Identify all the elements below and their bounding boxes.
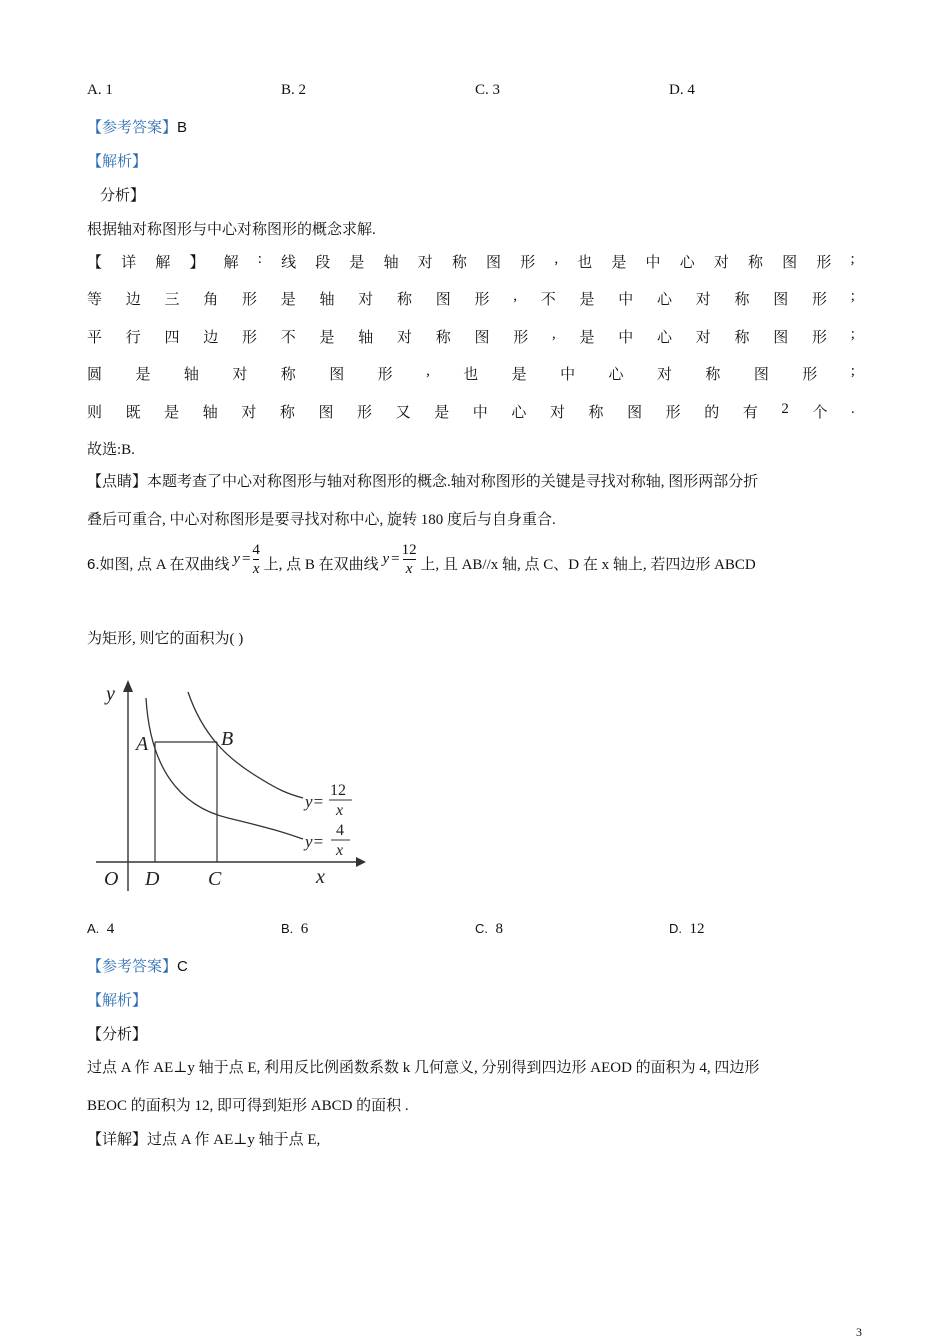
- x-axis-arrow-icon: [356, 857, 366, 867]
- detail-char: 图: [773, 330, 789, 346]
- detail-char: 图: [486, 255, 502, 271]
- detail-char: 中: [618, 292, 634, 308]
- detail-char: 也: [463, 367, 479, 383]
- label-curve12-den: x: [336, 802, 344, 819]
- detail-char: 不: [540, 292, 556, 308]
- detail-char: 中: [472, 405, 488, 421]
- q6-detail: 【详解】过点 A 作 AE⊥y 轴于点 E,: [87, 1132, 321, 1148]
- detail-char: 心: [656, 292, 672, 308]
- detail-char: 既: [125, 405, 141, 421]
- q5-answer: B: [177, 119, 188, 136]
- label-o: O: [104, 868, 119, 890]
- q6-answer-label: 【参考答案】: [87, 959, 178, 975]
- q6-text-a: 如图, 点 A 在双曲线: [99, 557, 230, 573]
- label-curve12-num: 12: [330, 782, 346, 799]
- q6-option-c: C. 8: [475, 921, 503, 937]
- detail-char: 形: [242, 330, 258, 346]
- curve-12-over-x: [188, 692, 303, 798]
- detail-char: ,: [426, 363, 430, 379]
- detail-char: 形: [474, 292, 490, 308]
- detail-char: 图: [329, 367, 345, 383]
- label-x-axis: x: [316, 866, 325, 888]
- detail-char: 图: [627, 405, 643, 421]
- detail-char: 也: [577, 255, 593, 271]
- detail-char: 是: [579, 330, 595, 346]
- q5-detail-line-3: [87, 326, 855, 347]
- detail-char: 是: [280, 292, 296, 308]
- q5-answer-line: [87, 116, 187, 137]
- q5-fenxi: 分析】: [100, 188, 146, 204]
- y-axis-arrow-icon: [123, 680, 133, 692]
- detail-char: 圆: [87, 367, 103, 383]
- q6-option-b: B. 6: [281, 921, 309, 937]
- detail-char: 是: [349, 255, 365, 271]
- detail-char: 称: [748, 255, 764, 271]
- detail-char: 详: [121, 255, 137, 271]
- detail-char: :: [257, 251, 262, 267]
- q6-eq2-y: y: [382, 550, 390, 567]
- q5-fenxi-text: 根据轴对称图形与中心对称图形的概念求解.: [87, 222, 376, 238]
- detail-char: 对: [397, 330, 413, 346]
- detail-char: 对: [358, 292, 374, 308]
- detail-char: 心: [679, 255, 695, 271]
- detail-char: 解: [155, 255, 171, 271]
- label-curve12-y: y=: [305, 792, 325, 811]
- detail-char: 心: [511, 405, 527, 421]
- q6-eq1-den: x: [252, 561, 260, 578]
- detail-char: 轴: [358, 330, 374, 346]
- detail-char: 形: [377, 367, 393, 383]
- q6-fenxi-1: 过点 A 作 AE⊥y 轴于点 E, 利用反比例函数系数 k 几何意义, 分别得到四边形 AEOD 的面积为 4, 四边形: [87, 1060, 760, 1076]
- detail-char: 对: [232, 367, 248, 383]
- detail-char: 称: [279, 405, 295, 421]
- detail-char: 对: [417, 255, 433, 271]
- detail-char: 对: [713, 255, 729, 271]
- detail-char: 心: [608, 367, 624, 383]
- detail-char: 称: [588, 405, 604, 421]
- q5-option-b: B. 2: [281, 82, 307, 98]
- q6-eq2-equals: =: [391, 550, 400, 567]
- q6-eq1-num: 4: [252, 542, 260, 559]
- detail-char: 形: [802, 367, 818, 383]
- detail-char: 称: [451, 255, 467, 271]
- detail-char: 段: [315, 255, 331, 271]
- detail-char: ,: [552, 326, 556, 342]
- detail-char: 边: [125, 292, 141, 308]
- detail-char: 平: [87, 330, 103, 346]
- q6-eq1-equals: =: [241, 550, 251, 567]
- detail-char: .: [851, 401, 855, 417]
- q6-stem: [87, 543, 756, 587]
- curve-4-over-x: [146, 698, 303, 839]
- detail-char: 三: [164, 292, 180, 308]
- q6-answer-line: [87, 955, 188, 976]
- q6-eq2-den: x: [405, 561, 413, 578]
- detail-char: 对: [695, 330, 711, 346]
- detail-char: 2: [781, 401, 789, 417]
- detail-char: 是: [611, 255, 627, 271]
- detail-char: 解: [223, 255, 239, 271]
- detail-char: 中: [645, 255, 661, 271]
- q6-eq1-fraction: [252, 541, 260, 578]
- detail-char: 是: [164, 405, 180, 421]
- label-y-axis: y: [106, 683, 115, 705]
- detail-char: 【: [87, 255, 103, 271]
- q6-option-d: D. 12: [669, 921, 705, 937]
- label-curve4-num: 4: [336, 822, 344, 839]
- q5-option-d: D. 4: [669, 82, 695, 98]
- label-curve4-y: y=: [305, 832, 325, 851]
- q5-detail-line-2: [87, 288, 855, 309]
- q6-option-a: A. 4: [87, 921, 115, 937]
- detail-char: 形: [513, 330, 529, 346]
- detail-char: 心: [656, 330, 672, 346]
- detail-char: 对: [549, 405, 565, 421]
- detail-char: ;: [850, 363, 855, 379]
- detail-char: 又: [395, 405, 411, 421]
- detail-char: 称: [397, 292, 413, 308]
- q6-options: [87, 921, 867, 941]
- detail-char: 轴: [383, 255, 399, 271]
- detail-char: 称: [435, 330, 451, 346]
- q6-fenxi-2: BEOC 的面积为 12, 即可得到矩形 ABCD 的面积 .: [87, 1098, 409, 1114]
- q5-dianjing-1: 【点睛】本题考查了中心对称图形与轴对称图形的概念.轴对称图形的关键是寻找对称轴, 图形两部分折: [87, 474, 759, 490]
- detail-char: 中: [618, 330, 634, 346]
- detail-char: 称: [280, 367, 296, 383]
- detail-char: 称: [734, 292, 750, 308]
- detail-char: 对: [695, 292, 711, 308]
- detail-char: 有: [742, 405, 758, 421]
- detail-char: 线: [281, 255, 297, 271]
- detail-char: 图: [782, 255, 798, 271]
- detail-char: 图: [318, 405, 334, 421]
- detail-char: ;: [850, 288, 855, 304]
- detail-char: 图: [474, 330, 490, 346]
- detail-char: 是: [135, 367, 151, 383]
- q6-eq2-num: 12: [401, 542, 417, 559]
- detail-char: 是: [579, 292, 595, 308]
- q5-jiexi: 【解析】: [87, 154, 148, 170]
- detail-char: 个: [812, 405, 828, 421]
- q5-option-a: A. 1: [87, 82, 113, 98]
- label-d: D: [145, 868, 160, 890]
- detail-char: 等: [87, 292, 103, 308]
- detail-char: 图: [435, 292, 451, 308]
- label-a: A: [136, 733, 149, 755]
- detail-char: 图: [773, 292, 789, 308]
- detail-char: 四: [164, 330, 180, 346]
- label-curve4-den: x: [336, 842, 344, 859]
- detail-char: 形: [357, 405, 373, 421]
- detail-char: ,: [554, 251, 559, 267]
- detail-char: 轴: [319, 292, 335, 308]
- q6-jiexi: 【解析】: [87, 993, 148, 1009]
- detail-char: ;: [850, 251, 855, 267]
- hyperbola-figure: [88, 676, 368, 901]
- q6-fenxi: 【分析】: [87, 1027, 148, 1043]
- detail-char: 是: [319, 330, 335, 346]
- q6-text-c: 上, 且 AB//x 轴, 点 C、D 在 x 轴上, 若四边形 ABCD: [420, 557, 756, 573]
- detail-char: 中: [560, 367, 576, 383]
- detail-char: 不: [280, 330, 296, 346]
- q5-detail-line-5: [87, 401, 855, 422]
- q5-option-c: C. 3: [475, 82, 501, 98]
- label-b: B: [221, 728, 234, 750]
- detail-char: 形: [811, 292, 827, 308]
- q5-choice: 故选:B.: [87, 442, 135, 458]
- detail-char: 对: [656, 367, 672, 383]
- q5-options: [87, 82, 867, 102]
- detail-char: 轴: [183, 367, 199, 383]
- detail-char: 形: [811, 330, 827, 346]
- detail-char: 称: [734, 330, 750, 346]
- detail-char: 称: [705, 367, 721, 383]
- detail-char: ;: [850, 326, 855, 342]
- detail-char: 是: [434, 405, 450, 421]
- q6-eq1-y: y: [233, 550, 240, 567]
- q5-detail-line-4: [87, 363, 855, 384]
- detail-char: 形: [242, 292, 258, 308]
- detail-char: 则: [87, 405, 103, 421]
- q6-text-d: 为矩形, 则它的面积为( ): [87, 631, 244, 647]
- q6-number: 6.: [87, 556, 100, 573]
- detail-char: 对: [241, 405, 257, 421]
- q5-detail-line-1: [87, 251, 855, 272]
- detail-char: 轴: [202, 405, 218, 421]
- detail-char: 行: [125, 330, 141, 346]
- detail-char: 形: [665, 405, 681, 421]
- q5-answer-label: 【参考答案】: [87, 120, 178, 136]
- q6-text-b: 上, 点 B 在双曲线: [263, 557, 379, 573]
- detail-char: 是: [511, 367, 527, 383]
- detail-char: 图: [753, 367, 769, 383]
- detail-char: 的: [704, 405, 720, 421]
- q6-eq2-fraction: [402, 541, 417, 578]
- q5-dianjing-2: 叠后可重合, 中心对称图形是要寻找对称中心, 旋转 180 度后与自身重合.: [87, 512, 556, 528]
- detail-char: 形: [520, 255, 536, 271]
- detail-char: 】: [189, 255, 205, 271]
- detail-char: 形: [816, 255, 832, 271]
- label-c: C: [208, 868, 222, 890]
- detail-char: ,: [513, 288, 517, 304]
- detail-char: 边: [203, 330, 219, 346]
- q6-answer: C: [177, 958, 188, 975]
- detail-char: 角: [203, 292, 219, 308]
- page-number: 3: [856, 1325, 862, 1339]
